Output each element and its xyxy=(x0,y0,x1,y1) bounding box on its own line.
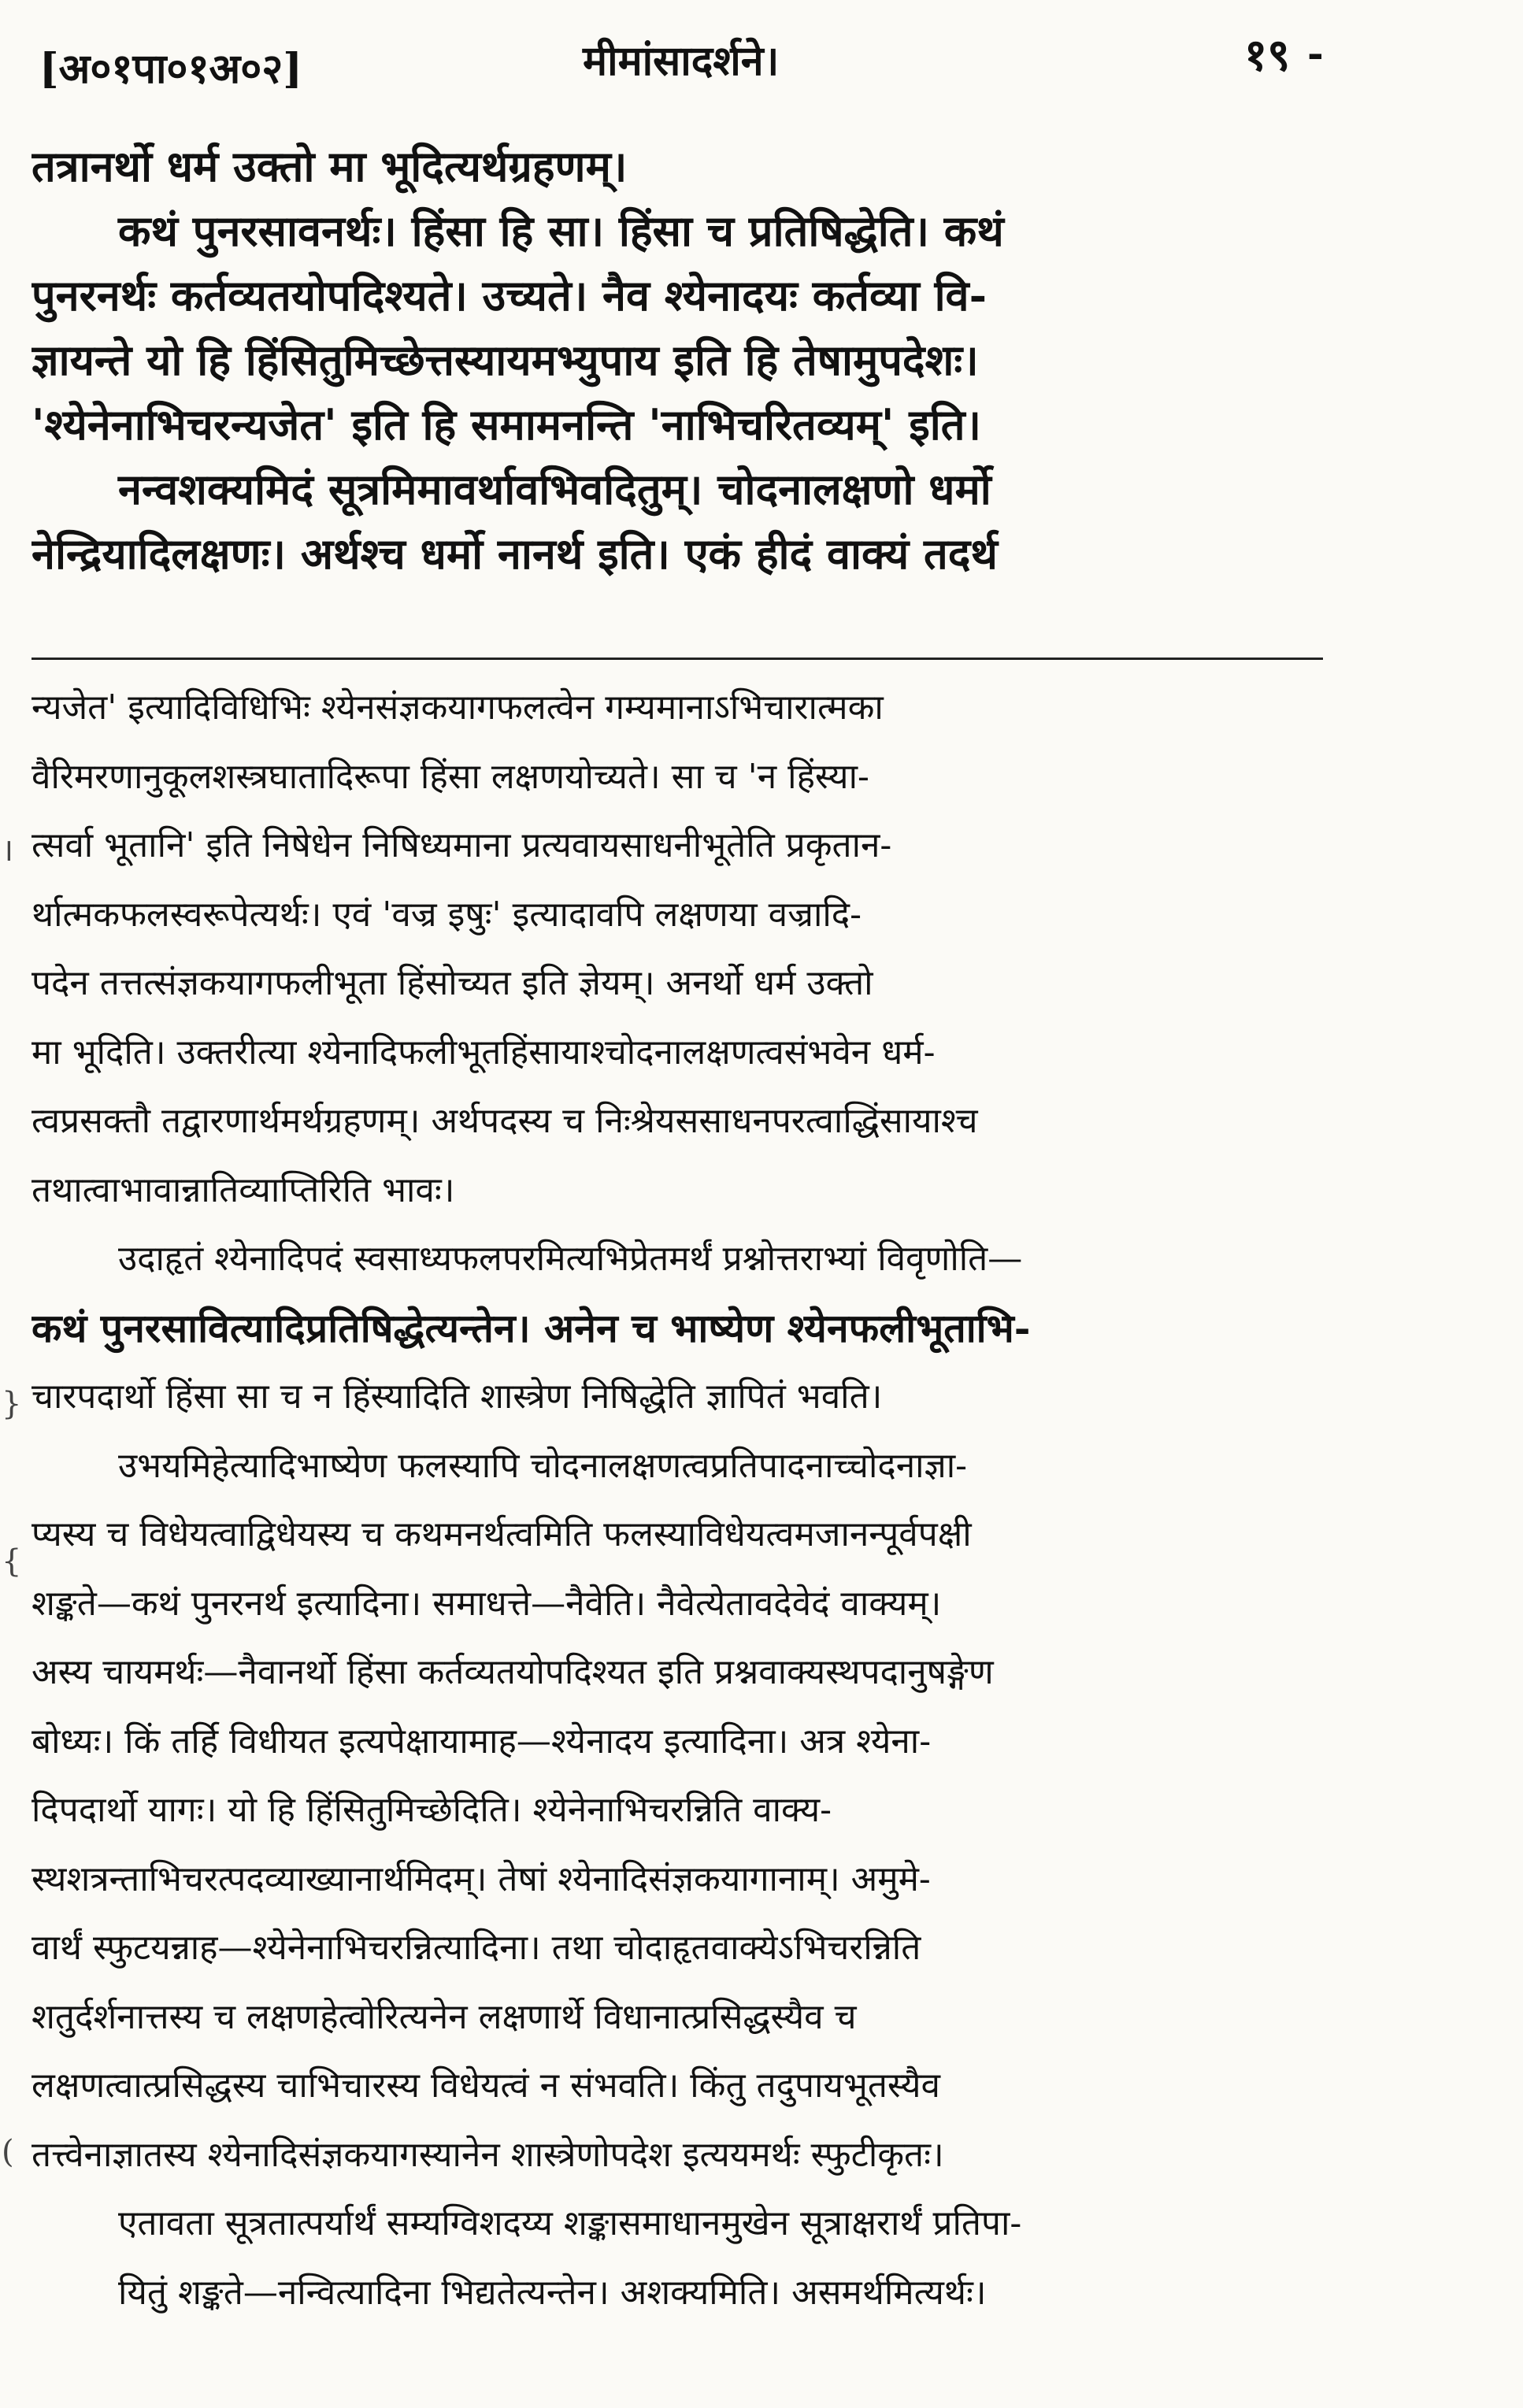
bhashya-line: पुनरनर्थः कर्तव्यतयोपदिश्यते। उच्यते। नैव श्येनादयः कर्तव्या वि- xyxy=(31,270,987,320)
commentary-line: पदेन तत्तत्संज्ञकयागफलीभूता हिंसोच्यत इति ज्ञेयम्। अनर्थो धर्म उक्तो xyxy=(31,963,873,1003)
commentary-line: त्वप्रसक्तौ तद्वारणार्थमर्थग्रहणम्। अर्थपदस्य च निःश्रेयससाधनपरत्वाद्धिंसायाश्च xyxy=(31,1101,978,1141)
commentary-line: अस्य चायमर्थः—नैवानर्थो हिंसा कर्तव्यतयोपदिश्यत इति प्रश्नवाक्यस्थपदानुषङ्गेण xyxy=(31,1652,994,1692)
commentary-line: मा भूदिति। उक्तरीत्या श्येनादिफलीभूतहिंसायाश्चोदनालक्षणत्वसंभवेन धर्म- xyxy=(31,1032,936,1072)
bhashya-line: कथं पुनरसावनर्थः। हिंसा हि सा। हिंसा च प्रतिषिद्धेति। कथं xyxy=(118,206,1004,256)
commentary-line: कथं पुनरसावित्यादिप्रतिषिद्धेत्यन्तेन। अनेन च भाष्येण श्येनफलीभूताभि- xyxy=(31,1304,1031,1351)
commentary-line: शतुर्दर्शनात्तस्य च लक्षणहेत्वोरित्यनेन लक्षणार्थे विधानात्प्रसिद्धस्यैव च xyxy=(31,1996,857,2037)
commentary-text xyxy=(31,673,1331,2327)
chapter-reference: [अ०१पा०१अ०२] xyxy=(39,45,302,93)
bhashya-line: नेन्द्रियादिलक्षणः। अर्थश्च धर्मो नानर्थ इति। एकं हीदं वाक्यं तदर्थ xyxy=(31,528,998,579)
book-page xyxy=(31,16,1331,2386)
commentary-line: लक्षणत्वात्प्रसिद्धस्य चाभिचारस्य विधेयत्वं न संभवति। किंतु तदुपायभूतस्यैव xyxy=(31,2065,940,2106)
commentary-line: बोध्यः। किं तर्हि विधीयत इत्यपेक्षायामाह—श्येनादय इत्यादिना। अत्र श्येना- xyxy=(31,1721,932,1762)
margin-mark: ( xyxy=(2,2134,14,2170)
margin-mark: { xyxy=(2,1543,22,1580)
commentary-line: प्यस्य च विधेयत्वाद्विधेयस्य च कथमनर्थत्वमिति फलस्याविधेयत्वमजानन्पूर्वपक्षी xyxy=(31,1514,972,1554)
commentary-line: स्थशत्रन्ताभिचरत्पदव्याख्यानार्थमिदम्। तेषां श्येनादिसंज्ञकयागानाम्। अमुमे- xyxy=(31,1858,931,1899)
bhashya-line: 'श्येनेनाभिचरन्यजेत' इति हि समामनन्ति 'नाभिचरितव्यम्' इति। xyxy=(31,399,981,450)
commentary-line: उदाहृतं श्येनादिपदं स्वसाध्यफलपरमित्यभिप्रेतमर्थं प्रश्नोत्तराभ्यां विवृणोति— xyxy=(118,1239,1023,1279)
running-head xyxy=(31,16,1331,110)
header-dash: - xyxy=(1307,30,1324,76)
book-title: मीमांसादर्शने। xyxy=(583,37,780,85)
margin-mark: । xyxy=(2,832,14,869)
commentary-line: तत्त्वेनाज्ञातस्य श्येनादिसंज्ञकयागस्यानेन शास्त्रेणोपदेश इत्ययमर्थः स्फुटीकृतः। xyxy=(31,2134,944,2175)
commentary-line: र्थात्मकफलस्वरूपेत्यर्थः। एवं 'वज्र इषुः' इत्यादावपि लक्षणया वज्रादि- xyxy=(31,894,862,935)
commentary-line: दिपदार्थो यागः। यो हि हिंसितुमिच्छेदिति। श्येनेनाभिचरन्निति वाक्य- xyxy=(31,1790,832,1830)
margin-mark: } xyxy=(2,1386,22,1422)
commentary-line: उभयमिहेत्यादिभाष्येण फलस्यापि चोदनालक्षणत्वप्रतिपादनाच्चोदनाज्ञा- xyxy=(118,1445,967,1486)
bhashya-line: नन्वशक्यमिदं सूत्रमिमावर्थावभिवदितुम्। चोदनालक्षणो धर्मो xyxy=(118,464,991,514)
section-divider xyxy=(31,658,1323,660)
commentary-line: शङ्कते—कथं पुनरनर्थ इत्यादिना। समाधत्ते—नैवेति। नैवेत्येतावदेवेदं वाक्यम्। xyxy=(31,1583,942,1624)
commentary-line: चारपदार्थो हिंसा सा च न हिंस्यादिति शास्त्रेण निषिद्धेति ज्ञापितं भवति। xyxy=(31,1376,883,1417)
commentary-line: त्सर्वा भूतानि' इति निषेधेन निषिध्यमाना प्रत्यवायसाधनीभूतेति प्रकृतान- xyxy=(31,825,892,865)
bhashya-text xyxy=(31,134,1331,586)
bhashya-line: ज्ञायन्ते यो हि हिंसितुमिच्छेत्तस्यायमभ्युपाय इति हि तेषामुपदेशः। xyxy=(31,335,979,385)
commentary-line: एतावता सूत्रतात्पर्यार्थं सम्यग्विशदय्य शङ्कासमाधानमुखेन सूत्राक्षरार्थं प्रतिपा- xyxy=(118,2203,1022,2243)
commentary-line: वैरिमरणानुकूलशस्त्रघातादिरूपा हिंसा लक्षणयोच्यते। सा च 'न हिंस्या- xyxy=(31,756,869,797)
commentary-line: न्यजेत' इत्यादिविधिभिः श्येनसंज्ञकयागफलत्वेन गम्यमानाऽभिचारात्मका xyxy=(31,687,884,728)
page-number: १९ xyxy=(1244,29,1291,81)
commentary-line: तथात्वाभावान्नातिव्याप्तिरिति भावः। xyxy=(31,1169,455,1210)
commentary-line: यितुं शङ्कते—नन्वित्यादिना भिद्यतेत्यन्तेन। अशक्यमिति। असमर्थमित्यर्थः। xyxy=(118,2272,987,2313)
commentary-line: वार्थं स्फुटयन्नाह—श्येनेनाभिचरन्नित्यादिना। तथा चोदाहृतवाक्येऽभिचरन्निति xyxy=(31,1928,921,1968)
bhashya-line: तत्रानर्थो धर्म उक्तो मा भूदित्यर्थग्रहणम्। xyxy=(31,141,628,191)
